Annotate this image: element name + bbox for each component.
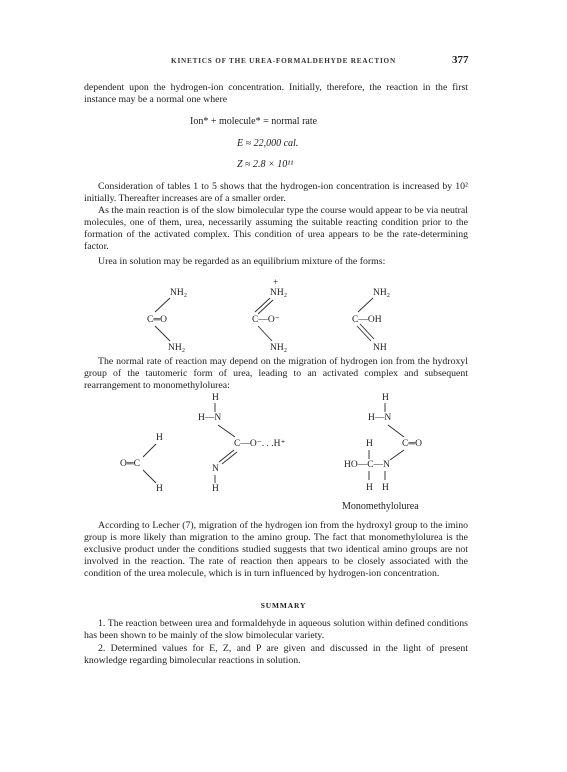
formaldehyde-top-h: H	[156, 433, 163, 443]
frequency-factor-equation: Z ≈ 2.8 × 10¹¹	[237, 159, 294, 170]
paragraph-intro: dependent upon the hydrogen-ion concentration. Initially, therefore, the reaction in the first instance may be a normal one where	[84, 82, 468, 106]
product-methylene-h: H	[366, 439, 373, 449]
complex-oxide-proton: C—O⁻. . .H⁺	[234, 439, 286, 449]
form2-carbon-oxide: C—O⁻	[252, 315, 280, 325]
running-title: KINETICS OF THE UREA-FORMALDEHYDE REACTION	[171, 57, 396, 65]
form3-bottom-imino: NH	[373, 343, 387, 353]
paragraph-migration: The normal rate of reaction may depend on the migration of hydrogen ion from the hydroxyl group of the tautomeric form of urea, leading to an activated complex and subsequent rearrangement to monomethylolurea:	[84, 356, 468, 392]
complex-top-h: H	[212, 393, 219, 403]
formaldehyde-bottom-h: H	[156, 484, 163, 494]
complex-amino-n: H—N	[198, 413, 222, 423]
paragraph-lecher: According to Lecher (7), migration of the hydrogen ion from the hydroxyl group to the imino group is more likely than migration to the amino group. The fact that monomethylolurea is the exclusive product under the conditions studied suggests that two identical amino groups are not involved in the reaction. The rate of reaction then appears to be closely associated with the condition of the urea molecule, which is in turn influenced by hydrogen-ion concentration.	[84, 520, 468, 580]
page-number: 377	[452, 54, 469, 66]
product-bottom-h2: H	[382, 483, 389, 493]
summary-item-1: 1. The reaction between urea and formaldehyde in aqueous solution within defined conditions has been shown to be mainly of the slow bimolecular variety.	[84, 618, 468, 642]
paragraph-tables: Consideration of tables 1 to 5 shows that the hydrogen-ion concentration is increased by 10² initially. Thereafter increases are of a smaller order.	[84, 181, 468, 205]
product-carbonyl: C═O	[402, 439, 422, 449]
bond	[143, 444, 156, 457]
form2-top-amino: NH₂	[270, 288, 288, 298]
bond	[388, 425, 404, 437]
bond	[218, 425, 235, 437]
form1-bottom-amino: NH₂	[168, 343, 186, 353]
paragraph-bimolecular: As the main reaction is of the slow bimolecular type the course would appear to be via neutral molecules, one of them, urea, necessarily assuming the suitable reacting condition prior to the formation of the activated complex. This condition of urea appears to be the rate-determining factor.	[84, 205, 468, 253]
formaldehyde-carbonyl: O═C	[120, 459, 140, 469]
form1-top-amino: NH₂	[170, 288, 188, 298]
form1-carbonyl: C═O	[147, 315, 167, 325]
product-amino-n: H—N	[368, 413, 392, 423]
product-top-h: H	[382, 393, 389, 403]
bond	[143, 470, 156, 483]
form2-plus-charge: +	[273, 278, 279, 288]
product-caption: Monomethylolurea	[342, 501, 419, 512]
bond	[390, 450, 404, 460]
form3-carbon-hydroxyl: C—OH	[352, 315, 382, 325]
form2-bottom-amino: NH₂	[270, 343, 288, 353]
summary-heading: SUMMARY	[260, 601, 307, 610]
form3-top-amino: NH₂	[373, 288, 391, 298]
paragraph-equilibrium: Urea in solution may be regarded as an equilibrium mixture of the forms:	[98, 256, 386, 267]
energy-equation: E ≈ 22,000 cal.	[237, 138, 299, 149]
product-bottom-h1: H	[366, 483, 373, 493]
product-hydroxymethyl-n: HO—C—N	[344, 460, 390, 470]
rate-equation: Ion* + molecule* = normal rate	[190, 116, 318, 127]
complex-bottom-h: H	[212, 484, 219, 494]
summary-item-2: 2. Determined values for E, Z, and P are given and discussed in the light of present knowledge regarding bimolecular reactions in solution.	[84, 643, 468, 667]
complex-imino-n: N	[212, 464, 219, 474]
